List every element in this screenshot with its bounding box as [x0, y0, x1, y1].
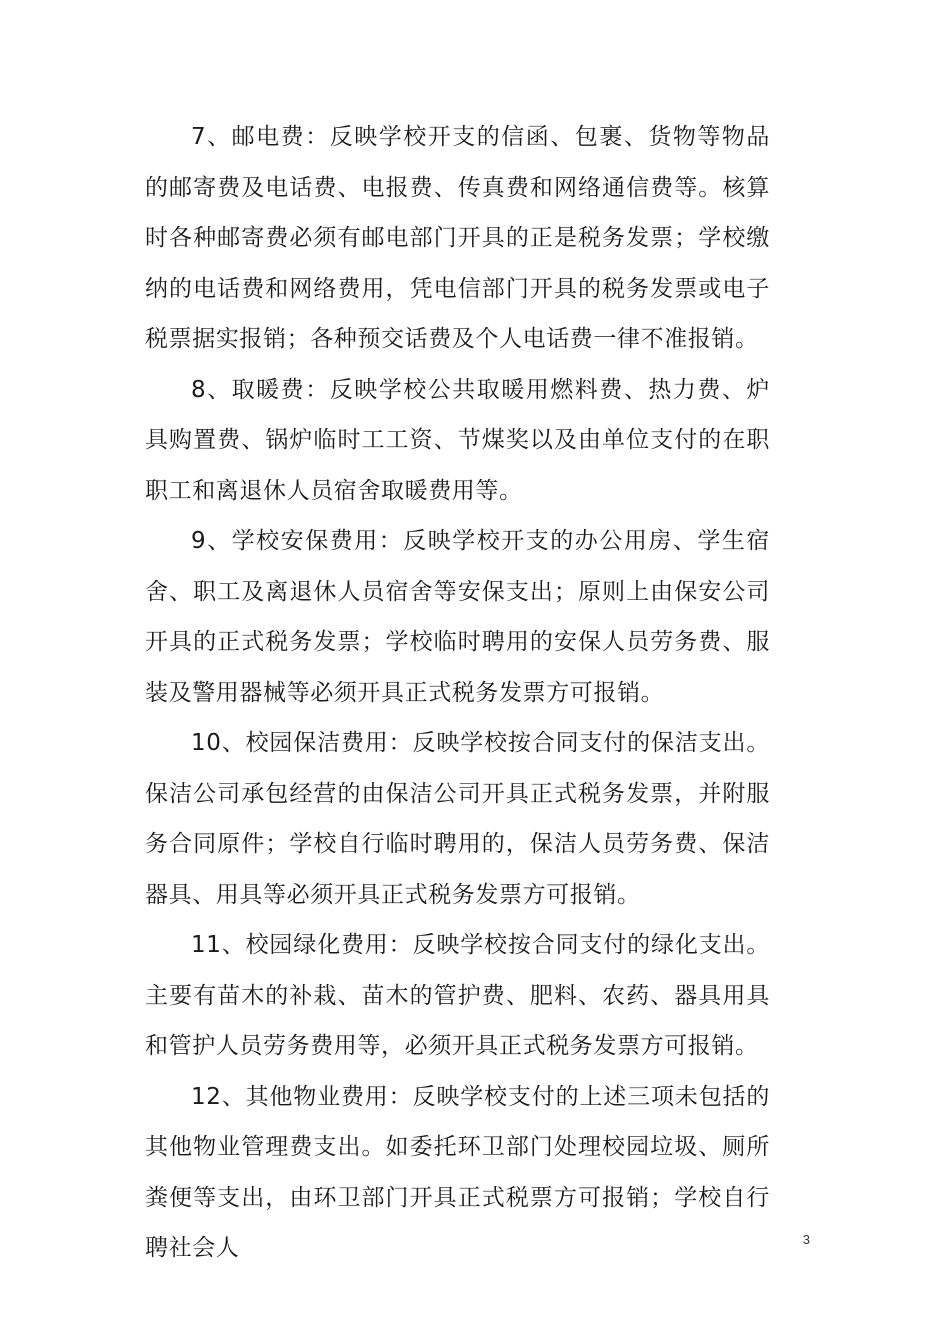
paragraph-heating-fees: 8、取暖费：反映学校公共取暖用燃料费、热力费、炉具购置费、锅炉临时工工资、节煤奖以及由单位支付的在职职工和离退休人员宿舍取暖费用等。 [145, 376, 770, 504]
paragraph-cleaning-fees: 10、校园保洁费用：反映学校按合同支付的保洁支出。保洁公司承包经营的由保洁公司开具正式税务发票，并附服务合同原件；学校自行临时聘用的，保洁人员劳务费、保洁器具、用具等必须开具正式税务发票方可报销。 [145, 730, 770, 908]
document-body [145, 112, 770, 1274]
paragraph-security-fees: 9、学校安保费用：反映学校开支的办公用房、学生宿舍、职工及离退休人员宿舍等安保支出；原则上由保安公司开具的正式税务发票；学校临时聘用的安保人员劳务费、服装及警用器械等必须开具正式税务发票方可报销。 [145, 528, 770, 706]
paragraph-postal-fees: 7、邮电费：反映学校开支的信函、包裹、货物等物品的邮寄费及电话费、电报费、传真费和网络通信费等。核算时各种邮寄费必须有邮电部门开具的正是税务发票；学校缴纳的电话费和网络费用，凭电信部门开具的税务发票或电子税票据实报销；各种预交话费及个人电话费一律不准报销。 [145, 124, 770, 352]
page-number: 3 [802, 1232, 810, 1247]
paragraph-greening-fees: 11、校园绿化费用：反映学校按合同支付的绿化支出。主要有苗木的补栽、苗木的管护费、肥料、农药、器具用具和管护人员劳务费用等，必须开具正式税务发票方可报销。 [145, 932, 770, 1059]
paragraph-other-property-fees: 12、其他物业费用：反映学校支付的上述三项未包括的其他物业管理费支出。如委托环卫部门处理校园垃圾、厕所粪便等支出，由环卫部门开具正式税票方可报销；学校自行聘社会人 [145, 1083, 770, 1261]
